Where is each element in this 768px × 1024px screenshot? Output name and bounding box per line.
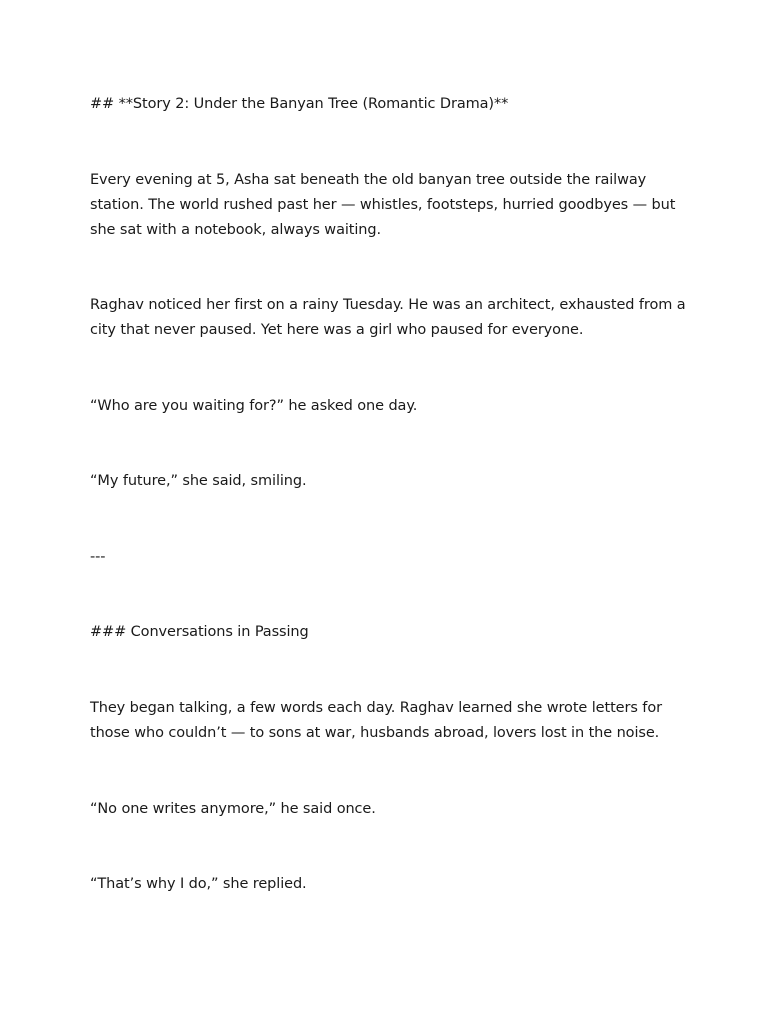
dialogue-thats-why: “That’s why I do,” she replied. [90,876,307,892]
story-heading: ## **Story 2: Under the Banyan Tree (Romantic Drama)** [90,96,509,112]
dialogue-no-one-writes: “No one writes anymore,” he said once. [90,801,376,817]
paragraph-raghav-intro: Raghav noticed her first on a rainy Tuesday. He was an architect, exhausted from a city that never paused. Yet here was a girl who paused for everyone. [90,297,686,338]
dialogue-who-waiting: “Who are you waiting for?” he asked one day. [90,398,418,414]
paragraph-asha-intro: Every evening at 5, Asha sat beneath the old banyan tree outside the railway station. The world rushed past her — whistles, footsteps, hurried goodbyes — but she sat with a notebook, always waiting. [90,172,676,238]
section-separator: --- [90,549,106,565]
paragraph-began-talking: They began talking, a few words each day. Raghav learned she wrote letters for those who couldn’t — to sons at war, husbands abroad, lovers lost in the noise. [90,700,662,741]
section-subheading: ### Conversations in Passing [90,624,309,640]
dialogue-my-future: “My future,” she said, smiling. [90,473,307,489]
